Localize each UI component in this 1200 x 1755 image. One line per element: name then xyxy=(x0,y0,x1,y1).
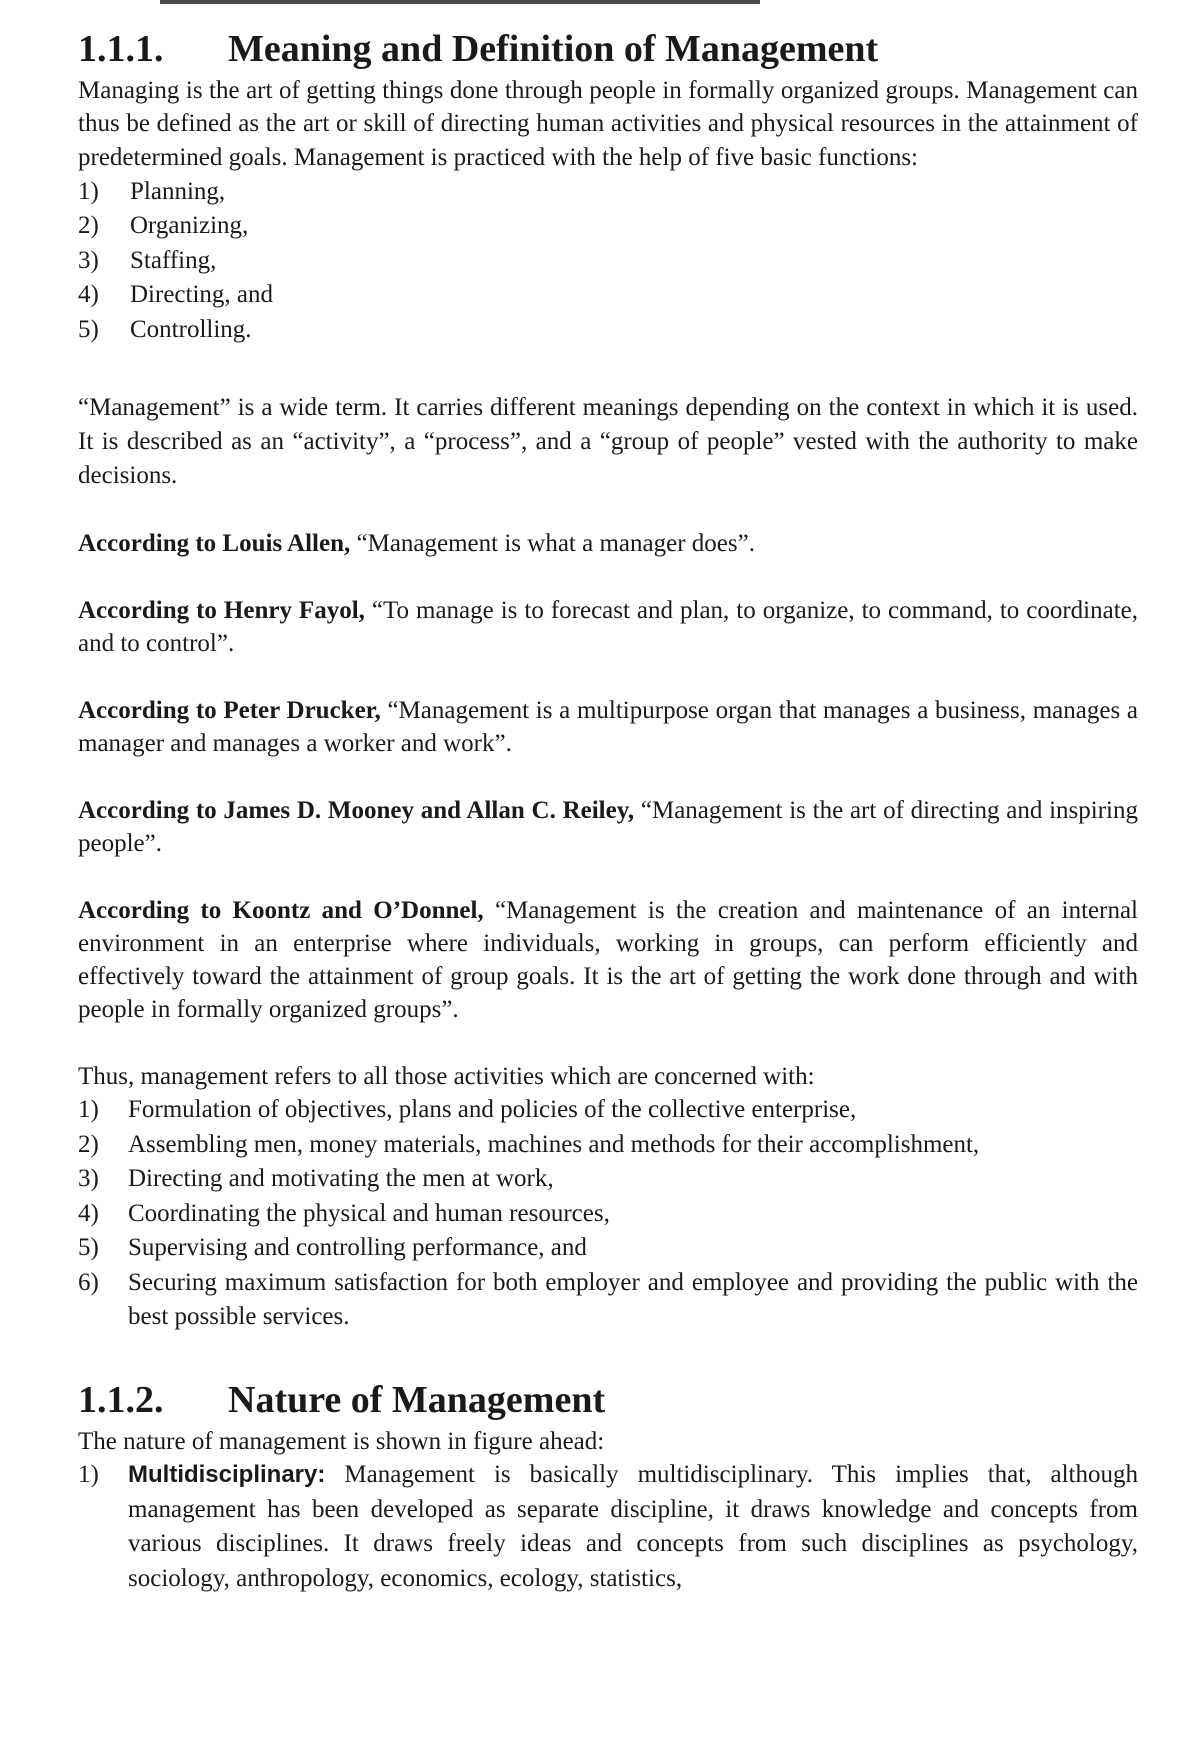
list-item-text: Supervising and controlling performance, and xyxy=(128,1234,587,1262)
list-item xyxy=(78,1093,1138,1128)
definition-paragraph xyxy=(78,594,1138,660)
list-marker: 4) xyxy=(78,1199,99,1227)
list-item xyxy=(78,313,1138,348)
list-item xyxy=(78,209,1138,244)
functions-list xyxy=(78,175,1138,348)
list-item-text: Staffing, xyxy=(130,246,217,274)
list-item xyxy=(78,1128,1138,1163)
list-item xyxy=(78,244,1138,279)
definition-quote: “Management is the art of directing and inspiring people”. xyxy=(78,796,1139,857)
list-marker: 2) xyxy=(78,212,99,240)
list-item xyxy=(78,278,1138,313)
section-title: Meaning and Definition of Management xyxy=(228,28,879,70)
definition-author: According to James D. Mooney and Allan C. Reiley, xyxy=(78,796,635,824)
list-item-text xyxy=(128,1458,1138,1596)
thus-paragraph: Thus, management refers to all those activities which are concerned with: xyxy=(78,1062,815,1090)
definition-author: According to Koontz and O’Donnel, xyxy=(78,896,484,924)
list-marker: 3) xyxy=(78,1165,99,1193)
list-item-text: Directing, and xyxy=(130,281,274,309)
definition-paragraph xyxy=(78,694,1138,760)
nature-list xyxy=(78,1458,1138,1596)
nature-term: Multidisciplinary: xyxy=(128,1461,326,1489)
list-marker: 1) xyxy=(78,177,99,205)
list-marker: 4) xyxy=(78,281,99,309)
definition-paragraph xyxy=(78,794,1138,860)
list-item-text: Planning, xyxy=(130,177,226,205)
intro-paragraph: Managing is the art of getting things done through people in formally organized groups. Management can thus be defined as the art or skill of directing human activities and physical resources in the attainment of predetermined goals. Management is practiced with the help of five basic functions: xyxy=(78,76,1138,172)
definition-paragraph xyxy=(78,527,1138,560)
section-heading-1 xyxy=(78,28,1138,72)
section-number: 1.1.2. xyxy=(78,1378,164,1421)
nature-description: Management is basically multidisciplinary. This implies that, although management has been developed as separate discipline, it draws knowledge and concepts from various disciplines. It draws freely ideas and concepts from such disciplines as psychology, sociology, anthropology, economics, ecology, statistics, xyxy=(128,1461,1138,1592)
definition-paragraph xyxy=(78,894,1138,1026)
list-item-text: Coordinating the physical and human resources, xyxy=(128,1199,610,1227)
list-item-text: Controlling. xyxy=(130,315,252,343)
section-number: 1.1.1. xyxy=(78,28,164,70)
definition-quote: “To manage is to forecast and plan, to organize, to command, to coordinate, and to control”. xyxy=(78,596,1139,657)
nature-intro: The nature of management is shown in figure ahead: xyxy=(78,1427,605,1455)
list-marker: 2) xyxy=(78,1130,99,1158)
list-item xyxy=(78,1231,1138,1266)
list-item xyxy=(78,1266,1138,1335)
list-item xyxy=(78,1197,1138,1232)
list-marker: 6) xyxy=(78,1268,99,1296)
document-page xyxy=(78,28,1138,1596)
definition-author: According to Henry Fayol, xyxy=(78,596,365,624)
list-marker: 1) xyxy=(78,1096,99,1124)
section-heading-2 xyxy=(78,1379,1138,1423)
wide-term-paragraph: “Management” is a wide term. It carries different meanings depending on the context in which it is used. It is described as an “activity”, a “process”, and a “group of people” vested with the authority to make decisions. xyxy=(78,394,1138,489)
list-item xyxy=(78,1162,1138,1197)
list-marker: 1) xyxy=(78,1461,99,1489)
list-item-text: Organizing, xyxy=(130,212,249,240)
definition-author: According to Louis Allen, xyxy=(78,529,351,557)
definition-quote: “Management is a multipurpose organ that manages a business, manages a manager and manages a worker and work”. xyxy=(78,696,1138,757)
list-marker: 5) xyxy=(78,315,99,343)
section-title: Nature of Management xyxy=(228,1378,606,1421)
list-item-text: Securing maximum satisfaction for both employer and employee and providing the public with the best possible services. xyxy=(128,1268,1138,1331)
list-marker: 5) xyxy=(78,1234,99,1262)
list-item xyxy=(78,175,1138,210)
list-item-text: Directing and motivating the men at work, xyxy=(128,1165,554,1193)
definition-quote: “Management is what a manager does”. xyxy=(356,529,755,557)
definitions-block xyxy=(78,493,1138,1026)
definition-author: According to Peter Drucker, xyxy=(78,696,381,724)
list-item-text: Formulation of objectives, plans and policies of the collective enterprise, xyxy=(128,1096,857,1124)
concerns-list xyxy=(78,1093,1138,1335)
definition-quote: “Management is the creation and maintenance of an internal environment in an enterprise where individuals, working in groups, can perform efficiently and effectively toward the attainment of group goals. It is the art of getting the work done through and with people in formally organized groups”. xyxy=(78,896,1138,1023)
list-item xyxy=(78,1458,1138,1596)
list-marker: 3) xyxy=(78,246,99,274)
top-rule xyxy=(160,0,760,4)
list-item-text: Assembling men, money materials, machines and methods for their accomplishment, xyxy=(128,1130,980,1158)
